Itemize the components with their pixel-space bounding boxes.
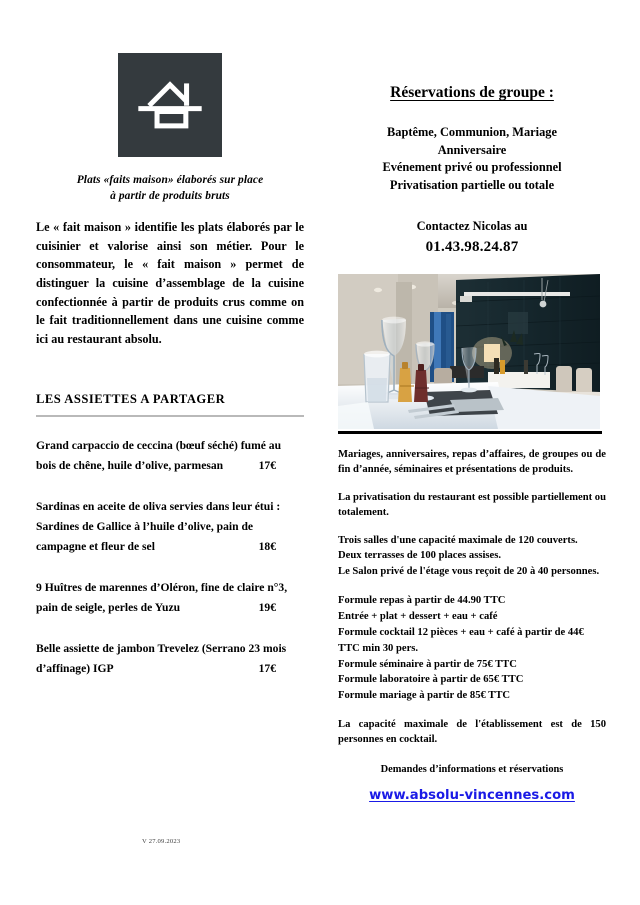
formula-line: Formule laboratoire à partir de 65€ TTC	[338, 674, 524, 686]
formula-line: Formule repas à partir de 44.90 TTC	[338, 595, 506, 607]
menu-item	[36, 578, 304, 618]
menu-item-line: Sardinas en aceite de oliva servies dans leur étui :	[36, 500, 281, 514]
paragraph-privatisation: La privatisation du restaurant est possible partiellement ou totalement.	[338, 491, 606, 518]
event-type: Baptême, Communion, Mariage	[386, 125, 557, 139]
menu-item-line: pain de seigle, perles de Yuzu	[36, 600, 181, 614]
website-link[interactable]: www.absolu-vincennes.com	[369, 788, 575, 804]
capacity-line: Deux terrasses de 100 places assises.	[338, 550, 502, 562]
intro-paragraph: Le « fait maison » identifie les plats élaborés par le cuisinier et valorise ainsi son métier. Pour le consommateur, le « fait maison » permet de distinguer la cuisine d’assemblage de la cuisine confectionnée à partir de produits crus comme on le fait traditionnellement dans une cuisine comme ici au restaurant absolu.	[36, 220, 304, 346]
contact-block	[338, 217, 606, 258]
fait-maison-logo-wrap	[36, 53, 304, 157]
menu-item	[36, 639, 304, 679]
paragraph-events: Mariages, anniversaires, repas d’affaires, de groupes ou de fin d’année, séminaires et présentations de produits.	[338, 448, 606, 475]
menu-item	[36, 436, 304, 476]
fait-maison-house-logo	[118, 53, 222, 157]
menu-item-line: 9 Huîtres de marennes d’Oléron, fine de claire n°3,	[36, 580, 288, 594]
reservations-title: Réservations de groupe :	[390, 84, 554, 101]
event-type: Anniversaire	[437, 142, 507, 157]
menu-item-line: bois de chêne, huile d’olive, parmesan	[36, 459, 224, 473]
event-type: Privatisation partielle ou totale	[389, 177, 555, 192]
paragraph-capacity-max: La capacité maximale de l'établissement est de 150 personnes en cocktail.	[338, 719, 606, 746]
menu-item-line: Sardines de Gallice à l’huile d’olive, pain de	[36, 520, 254, 534]
phone-number: 01.43.98.24.87	[425, 239, 519, 256]
capacity-line: Trois salles d'une capacité maximale de 120 couverts.	[338, 534, 578, 546]
left-column	[36, 0, 304, 700]
menu-item	[36, 497, 304, 557]
restaurant-interior-photo	[338, 274, 600, 429]
tagline	[36, 172, 304, 204]
menu-item-price: 17€	[258, 661, 276, 675]
tagline-line-1: Plats «faits maison» élaborés sur place	[76, 174, 264, 186]
menu-list	[36, 436, 304, 678]
menu-item-line: Grand carpaccio de ceccina (bœuf séché) fumé au	[36, 439, 282, 453]
website-link-wrap	[338, 786, 606, 804]
event-type: Evénement privé ou professionnel	[382, 160, 562, 175]
menu-item-line: campagne et fleur de sel	[36, 539, 155, 553]
menu-item-line: d’affinage) IGP	[36, 661, 114, 675]
right-column	[338, 0, 606, 804]
formula-line: Formule séminaire à partir de 75€ TTC	[338, 658, 517, 670]
section-divider	[36, 415, 304, 417]
demandes-label: Demandes d’informations et réservations	[380, 764, 564, 776]
menu-item-line: Belle assiette de jambon Trevelez (Serrano 23 mois	[36, 641, 287, 655]
formula-line: Formule mariage à partir de 85€ TTC	[338, 690, 511, 702]
formula-line: Formule cocktail 12 pièces + eau + café à partir de 44€ TTC min 30 pers.	[338, 626, 584, 654]
formulas-block	[338, 593, 606, 704]
version-stamp: V 27.09.2023	[142, 838, 181, 845]
menu-item-price: 18€	[258, 539, 276, 553]
photo-underline-rule	[338, 431, 602, 434]
capacity-line: Le Salon privé de l'étage vous reçoit de 20 à 40 personnes.	[338, 565, 600, 577]
capacity-block	[338, 533, 606, 579]
tagline-line-2: à partir de produits bruts	[110, 190, 230, 203]
contact-label: Contactez Nicolas au	[416, 219, 528, 234]
event-types-list	[338, 124, 606, 194]
menu-item-price: 17€	[258, 459, 276, 473]
formula-line: Entrée + plat + dessert + eau + café	[338, 610, 498, 622]
section-title-assiettes: LES ASSIETTES A PARTAGER	[36, 392, 226, 407]
menu-item-price: 19€	[258, 600, 276, 614]
